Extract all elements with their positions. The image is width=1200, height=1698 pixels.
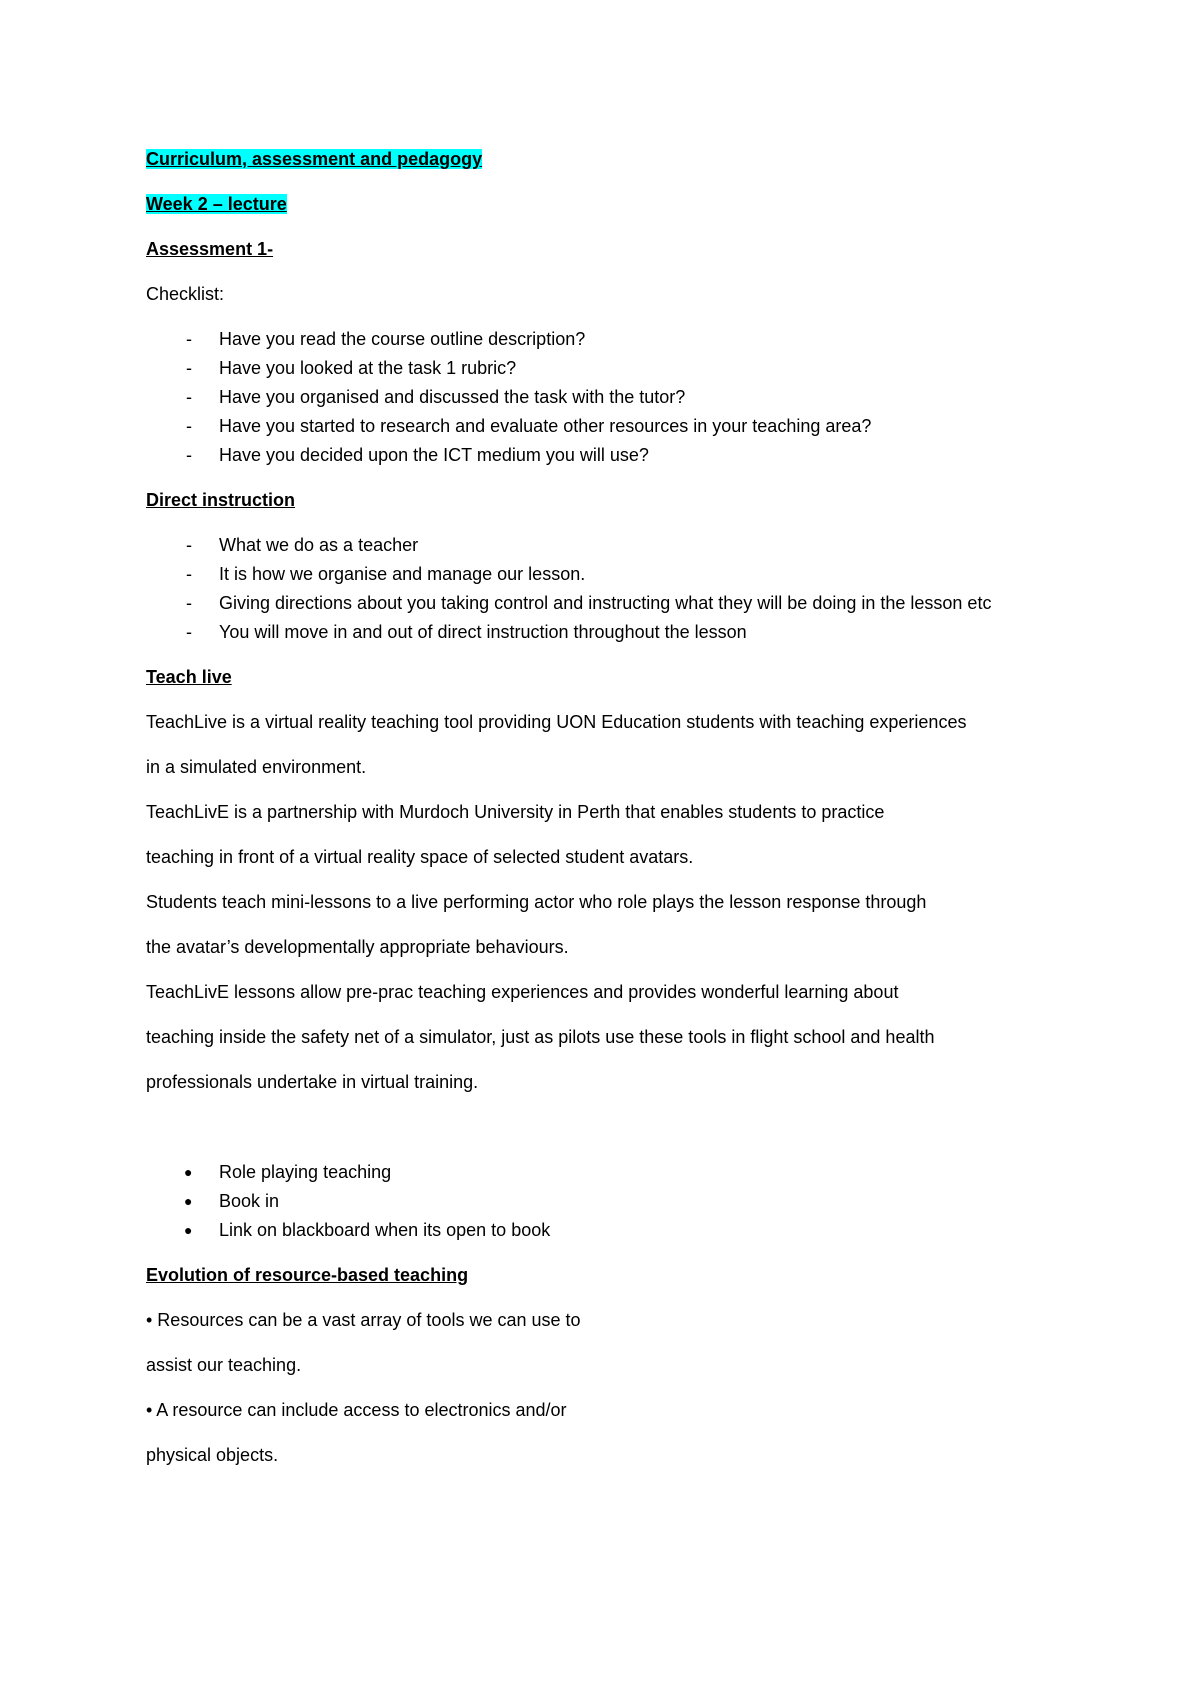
teach-live-paragraph: professionals undertake in virtual training. <box>146 1072 479 1092</box>
list-item <box>146 1158 1066 1187</box>
document-title <box>146 145 1066 174</box>
list-item-text: You will move in and out of direct instruction throughout the lesson <box>219 622 747 642</box>
list-item-text: Have you started to research and evaluate other resources in your teaching area? <box>219 416 872 436</box>
dash-marker: - <box>186 564 192 584</box>
list-item <box>146 589 1066 618</box>
dash-marker: - <box>186 387 192 407</box>
list-item <box>146 325 1066 354</box>
list-item <box>146 383 1066 412</box>
bullet-dot-icon: ● <box>184 1222 193 1238</box>
dash-marker: - <box>186 329 192 349</box>
list-item-text: Role playing teaching <box>219 1162 392 1182</box>
list-item-text: Have you looked at the task 1 rubric? <box>219 358 517 378</box>
bullet-dot-icon: ● <box>184 1164 193 1180</box>
evolution-paragraph: • A resource can include access to electronics and/or <box>146 1400 567 1420</box>
document-page <box>146 145 1066 1486</box>
subtitle-highlight: Week 2 – lecture <box>146 194 287 214</box>
teach-live-paragraph: Students teach mini-lessons to a live performing actor who role plays the lesson response through <box>146 892 927 912</box>
list-item-text: Link on blackboard when its open to book <box>219 1220 551 1240</box>
teach-live-paragraph: teaching in front of a virtual reality space of selected student avatars. <box>146 847 694 867</box>
list-item-text: Book in <box>219 1191 280 1211</box>
list-item-text: It is how we organise and manage our lesson. <box>219 564 586 584</box>
dash-marker: - <box>186 622 192 642</box>
lecture-subtitle <box>146 190 1066 219</box>
list-item <box>146 412 1066 441</box>
evolution-heading: Evolution of resource-based teaching <box>146 1265 469 1285</box>
checklist-label: Checklist: <box>146 284 225 304</box>
list-item-text: Have you decided upon the ICT medium you will use? <box>219 445 649 465</box>
dash-marker: - <box>186 593 192 613</box>
dash-marker: - <box>186 535 192 555</box>
dash-marker: - <box>186 445 192 465</box>
evolution-paragraph: assist our teaching. <box>146 1355 302 1375</box>
list-item-text: Have you read the course outline description? <box>219 329 586 349</box>
teach-live-paragraph: TeachLive is a virtual reality teaching tool providing UON Education students with teaching experiences <box>146 712 967 732</box>
teach-live-paragraph: in a simulated environment. <box>146 757 367 777</box>
checklist <box>146 325 1066 470</box>
evolution-paragraph: physical objects. <box>146 1445 279 1465</box>
list-item <box>146 560 1066 589</box>
bullet-dot-icon: ● <box>184 1193 193 1209</box>
list-item-text: Have you organised and discussed the task with the tutor? <box>219 387 686 407</box>
teach-live-paragraph: the avatar’s developmentally appropriate behaviours. <box>146 937 569 957</box>
list-item <box>146 441 1066 470</box>
evolution-paragraph: • Resources can be a vast array of tools we can use to <box>146 1310 581 1330</box>
list-item <box>146 1216 1066 1245</box>
spacer <box>146 1113 1066 1158</box>
teach-live-paragraph: TeachLivE lessons allow pre-prac teaching experiences and provides wonderful learning about <box>146 982 899 1002</box>
direct-instruction-list <box>146 531 1066 647</box>
teach-live-heading: Teach live <box>146 667 232 687</box>
teach-live-paragraph: teaching inside the safety net of a simulator, just as pilots use these tools in flight school and health <box>146 1027 935 1047</box>
dash-marker: - <box>186 416 192 436</box>
list-item <box>146 1187 1066 1216</box>
list-item-text: Giving directions about you taking control and instructing what they will be doing in the lesson etc <box>219 593 992 613</box>
teach-live-paragraph: TeachLivE is a partnership with Murdoch University in Perth that enables students to practice <box>146 802 885 822</box>
list-item <box>146 531 1066 560</box>
list-item <box>146 618 1066 647</box>
title-highlight: Curriculum, assessment and pedagogy <box>146 149 483 169</box>
list-item <box>146 354 1066 383</box>
direct-instruction-heading: Direct instruction <box>146 490 296 510</box>
teach-live-bullets <box>146 1158 1066 1245</box>
dash-marker: - <box>186 358 192 378</box>
list-item-text: What we do as a teacher <box>219 535 419 555</box>
assessment-heading: Assessment 1- <box>146 239 274 259</box>
